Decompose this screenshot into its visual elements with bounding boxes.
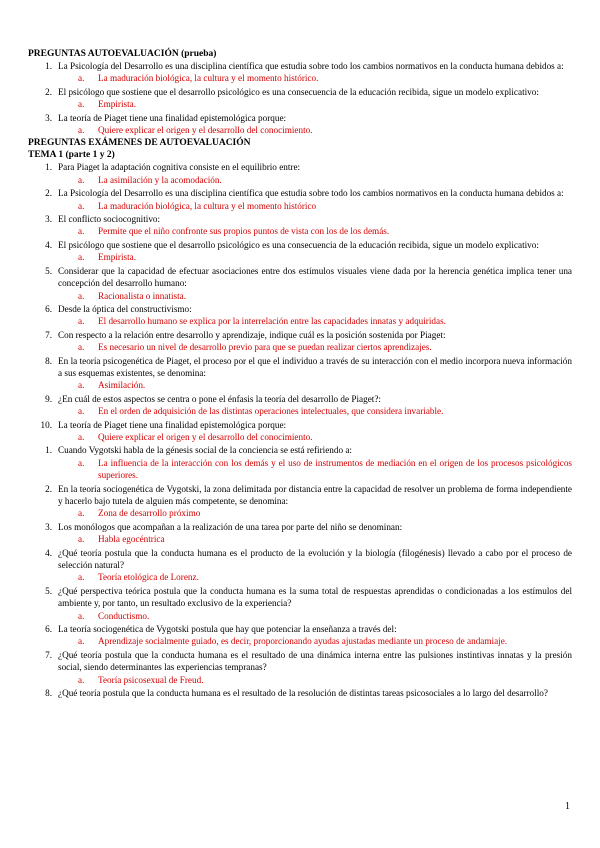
answer-body: La asimilación y la acomodación.	[98, 174, 222, 185]
question-item	[28, 521, 572, 546]
answer-letter: a.	[78, 674, 85, 685]
answer-text	[28, 431, 572, 443]
question-body: ¿Qué perspectiva teórica postula que la conducta humana es la suma total de respuestas aprendidas o condicionadas a los estímulos del ambiente y, por tanto, un resultado exclusivo de la experiencia?	[58, 585, 572, 609]
answer-letter: a.	[78, 252, 85, 263]
answer-text	[28, 174, 572, 186]
question-item	[28, 239, 572, 264]
question-text	[28, 239, 572, 251]
answer-body: En el orden de adquisición de las distintas operaciones intelectuales, que considera invariable.	[98, 406, 444, 417]
question-item	[28, 303, 572, 328]
answer-letter: a.	[78, 226, 85, 237]
answer-letter: a.	[78, 200, 85, 211]
question-body: El psicólogo que sostiene que el desarrollo psicológico es una consecuencia de la educación recibida, sigue un modelo explicativo:	[58, 86, 539, 97]
question-body: La Psicología del Desarrollo es una disciplina científica que estudia sobre todo los cambios normativos en la conducta humana debidos a:	[58, 188, 564, 199]
question-body: La teoría de Piaget tiene una finalidad epistemológica porque:	[58, 419, 287, 430]
question-number: 7.	[45, 329, 52, 340]
question-body: Para Piaget la adaptación cognitiva consiste en el equilibrio entre:	[58, 162, 301, 173]
answer-letter: a.	[78, 174, 85, 185]
answer-body: Permite que el niño confronte sus propios puntos de vista con los de los demás.	[98, 226, 390, 237]
question-item	[28, 329, 572, 354]
answer-letter: a.	[78, 342, 85, 353]
answer-body: La maduración biológica, la cultura y el momento histórico.	[98, 73, 319, 84]
question-body: ¿Qué teoría postula que la conducta humana es el producto de la evolución y la biología (filogénesis) llevado a cabo por el proceso de selección natural?	[58, 547, 572, 571]
question-list	[28, 444, 572, 699]
answer-body: Teoría psicosexual de Freud.	[98, 674, 204, 685]
question-body: ¿Qué teoría postula que la conducta humana es el resultado de la resolución de distintas tareas psicosociales a lo largo del desarrollo?	[58, 688, 548, 699]
answer-text	[28, 315, 572, 327]
question-text	[28, 444, 572, 456]
question-item	[28, 687, 572, 699]
answer-letter: a.	[78, 636, 85, 647]
topic-heading: TEMA 1 (parte 1 y 2)	[28, 150, 115, 161]
question-number: 6.	[45, 303, 52, 314]
answer-body: Asimilación.	[98, 380, 146, 391]
answer-text	[28, 379, 572, 391]
question-body: Los monólogos que acompañan a la realización de una tarea por parte del niño se denominan:	[58, 521, 403, 532]
section-heading: PREGUNTAS EXÁMENES DE AUTOEVALUACIÓN	[28, 138, 251, 149]
question-body: ¿Qué teoría postula que la conducta humana es el resultado de una dinámica interna entre las pulsiones instintivas innatas y la presión social, siendo determinantes las experiencias tempranas?	[58, 649, 572, 673]
question-number: 1.	[45, 162, 52, 173]
question-text	[28, 649, 572, 674]
question-number: 3.	[45, 214, 52, 225]
answer-body: Conductismo.	[98, 610, 150, 621]
question-text	[28, 547, 572, 572]
question-item	[28, 187, 572, 212]
question-number: 6.	[45, 624, 52, 635]
answer-text	[28, 124, 572, 136]
question-text	[28, 623, 572, 635]
answer-text	[28, 341, 572, 353]
answer-text	[28, 635, 572, 647]
question-number: 1.	[45, 61, 52, 71]
question-number: 9.	[45, 393, 52, 404]
question-item	[28, 419, 572, 444]
answer-text	[28, 674, 572, 686]
question-body: El psicólogo que sostiene que el desarrollo psicológico es una consecuencia de la educación recibida, sigue un modelo explicativo:	[58, 239, 539, 250]
question-body: Desde la óptica del constructivismo:	[58, 303, 192, 314]
question-text	[28, 521, 572, 533]
answer-text	[28, 72, 572, 84]
question-text	[28, 585, 572, 610]
answer-letter: a.	[78, 290, 85, 301]
answer-body: El desarrollo humano se explica por la interrelación entre las capacidades innatas y adquiridas.	[98, 316, 446, 327]
question-item	[28, 86, 572, 111]
question-text	[28, 265, 572, 290]
question-item	[28, 213, 572, 238]
question-number: 2.	[45, 483, 52, 494]
question-number: 7.	[45, 649, 52, 660]
question-body: En la teoría psicogenética de Piaget, el proceso por el que el individuo a través de su interacción con el medio incorpora nueva información a sus esquemas existentes, se denomina:	[58, 355, 572, 378]
answer-text	[28, 251, 572, 263]
question-number: 2.	[45, 188, 52, 199]
answer-letter: a.	[78, 316, 85, 327]
answer-text	[28, 507, 572, 519]
answer-letter: a.	[78, 73, 85, 84]
answer-text	[28, 290, 572, 302]
question-text	[28, 419, 572, 431]
question-number: 4.	[45, 239, 52, 250]
question-body: Cuando Vygotski habla de la génesis social de la conciencia se está refiriendo a:	[58, 445, 352, 456]
question-body: Con respecto a la relación entre desarrollo y aprendizaje, indique cuál es la posición sostenida por Piaget:	[58, 329, 446, 340]
question-item	[28, 623, 572, 648]
question-number: 10.	[40, 419, 52, 430]
page-number: 1	[565, 801, 570, 812]
question-body: La teoría de Piaget tiene una finalidad epistemológica porque:	[58, 112, 287, 123]
answer-letter: a.	[78, 457, 85, 468]
answer-text	[28, 405, 572, 417]
answer-body: Es necesario un nivel de desarrollo previo para que se puedan realizar ciertos aprendizajes.	[98, 342, 432, 353]
question-number: 1.	[45, 445, 52, 456]
question-text	[28, 213, 572, 225]
document-page	[28, 48, 572, 700]
answer-text	[28, 610, 572, 622]
question-item	[28, 265, 572, 302]
question-text	[28, 687, 572, 699]
answer-letter: a.	[78, 610, 85, 621]
question-text	[28, 161, 572, 173]
answer-letter: a.	[78, 406, 85, 417]
answer-letter: a.	[78, 431, 85, 442]
answer-text	[28, 533, 572, 545]
question-item	[28, 444, 572, 481]
answer-body: Quiere explicar el origen y el desarrollo del conocimiento.	[98, 125, 313, 136]
answer-text	[28, 571, 572, 583]
answer-body: Empirista.	[98, 99, 137, 110]
question-text	[28, 187, 572, 199]
question-text	[28, 329, 572, 341]
answer-letter: a.	[78, 99, 85, 110]
answer-body: Habla egocéntrica	[98, 534, 165, 545]
question-number: 5.	[45, 585, 52, 596]
answer-text	[28, 200, 572, 212]
question-number: 3.	[45, 521, 52, 532]
answer-body: Quiere explicar el origen y el desarrollo del conocimiento.	[98, 431, 313, 442]
answer-body: La influencia de la interacción con los demás y el uso de instrumentos de mediación en el origen de los procesos psicológicos superiores.	[98, 457, 572, 481]
question-text	[28, 393, 572, 405]
question-list	[28, 161, 572, 443]
question-item	[28, 161, 572, 186]
answer-letter: a.	[78, 380, 85, 391]
answer-body: Empirista.	[98, 252, 137, 263]
question-number: 2.	[45, 86, 52, 97]
answer-letter: a.	[78, 508, 85, 519]
question-text	[28, 60, 572, 72]
answer-body: Zona de desarrollo próximo	[98, 508, 201, 519]
answer-text	[28, 98, 572, 110]
answer-body: La maduración biológica, la cultura y el momento histórico	[98, 200, 317, 211]
question-body: La Psicología del Desarrollo es una disciplina científica que estudia sobre todo los cambios normativos en la conducta humana debidos a:	[58, 61, 564, 71]
question-item	[28, 355, 572, 392]
question-body: ¿En cuál de estos aspectos se centra o pone el énfasis la teoría del desarrollo de Piaget?:	[58, 393, 381, 404]
question-text	[28, 483, 572, 508]
question-text	[28, 355, 572, 380]
question-number: 3.	[45, 112, 52, 123]
answer-body: Aprendizaje socialmente guiado, es decir, proporcionando ayudas ajustadas mediante un proceso de andamiaje.	[98, 636, 508, 647]
question-body: El conflicto sociocognitivo:	[58, 214, 161, 225]
question-text	[28, 86, 572, 98]
question-body: La teoría sociogenética de Vygotski postula que hay que potenciar la enseñanza a través del:	[58, 624, 397, 635]
question-item	[28, 649, 572, 686]
question-item	[28, 393, 572, 418]
question-item	[28, 483, 572, 520]
answer-letter: a.	[78, 572, 85, 583]
answer-body: Racionalista o innatista.	[98, 290, 187, 301]
answer-body: Teoría etológica de Lorenz.	[98, 572, 199, 583]
question-text	[28, 112, 572, 124]
answer-text	[28, 225, 572, 237]
section-heading: PREGUNTAS AUTOEVALUACIÓN (prueba)	[28, 49, 217, 59]
answer-letter: a.	[78, 125, 85, 136]
question-number: 4.	[45, 547, 52, 558]
answer-text	[28, 457, 572, 482]
question-item	[28, 585, 572, 622]
question-number: 8.	[45, 355, 52, 366]
question-text	[28, 303, 572, 315]
question-body: Considerar que la capacidad de efectuar asociaciones entre dos estímulos visuales viene dada por la herencia genética implica tener una concepción del desarrollo humano:	[58, 265, 572, 289]
question-item	[28, 547, 572, 584]
question-number: 8.	[45, 688, 52, 699]
question-item	[28, 60, 572, 85]
question-list	[28, 60, 572, 136]
question-number: 5.	[45, 265, 52, 276]
question-body: En la teoría sociogenética de Vygotski, la zona delimitada por distancia entre la capacidad de resolver un problema de forma independiente y hacerlo bajo tutela de alguien más competente, se denomina:	[58, 483, 572, 506]
question-item	[28, 112, 572, 137]
answer-letter: a.	[78, 534, 85, 545]
